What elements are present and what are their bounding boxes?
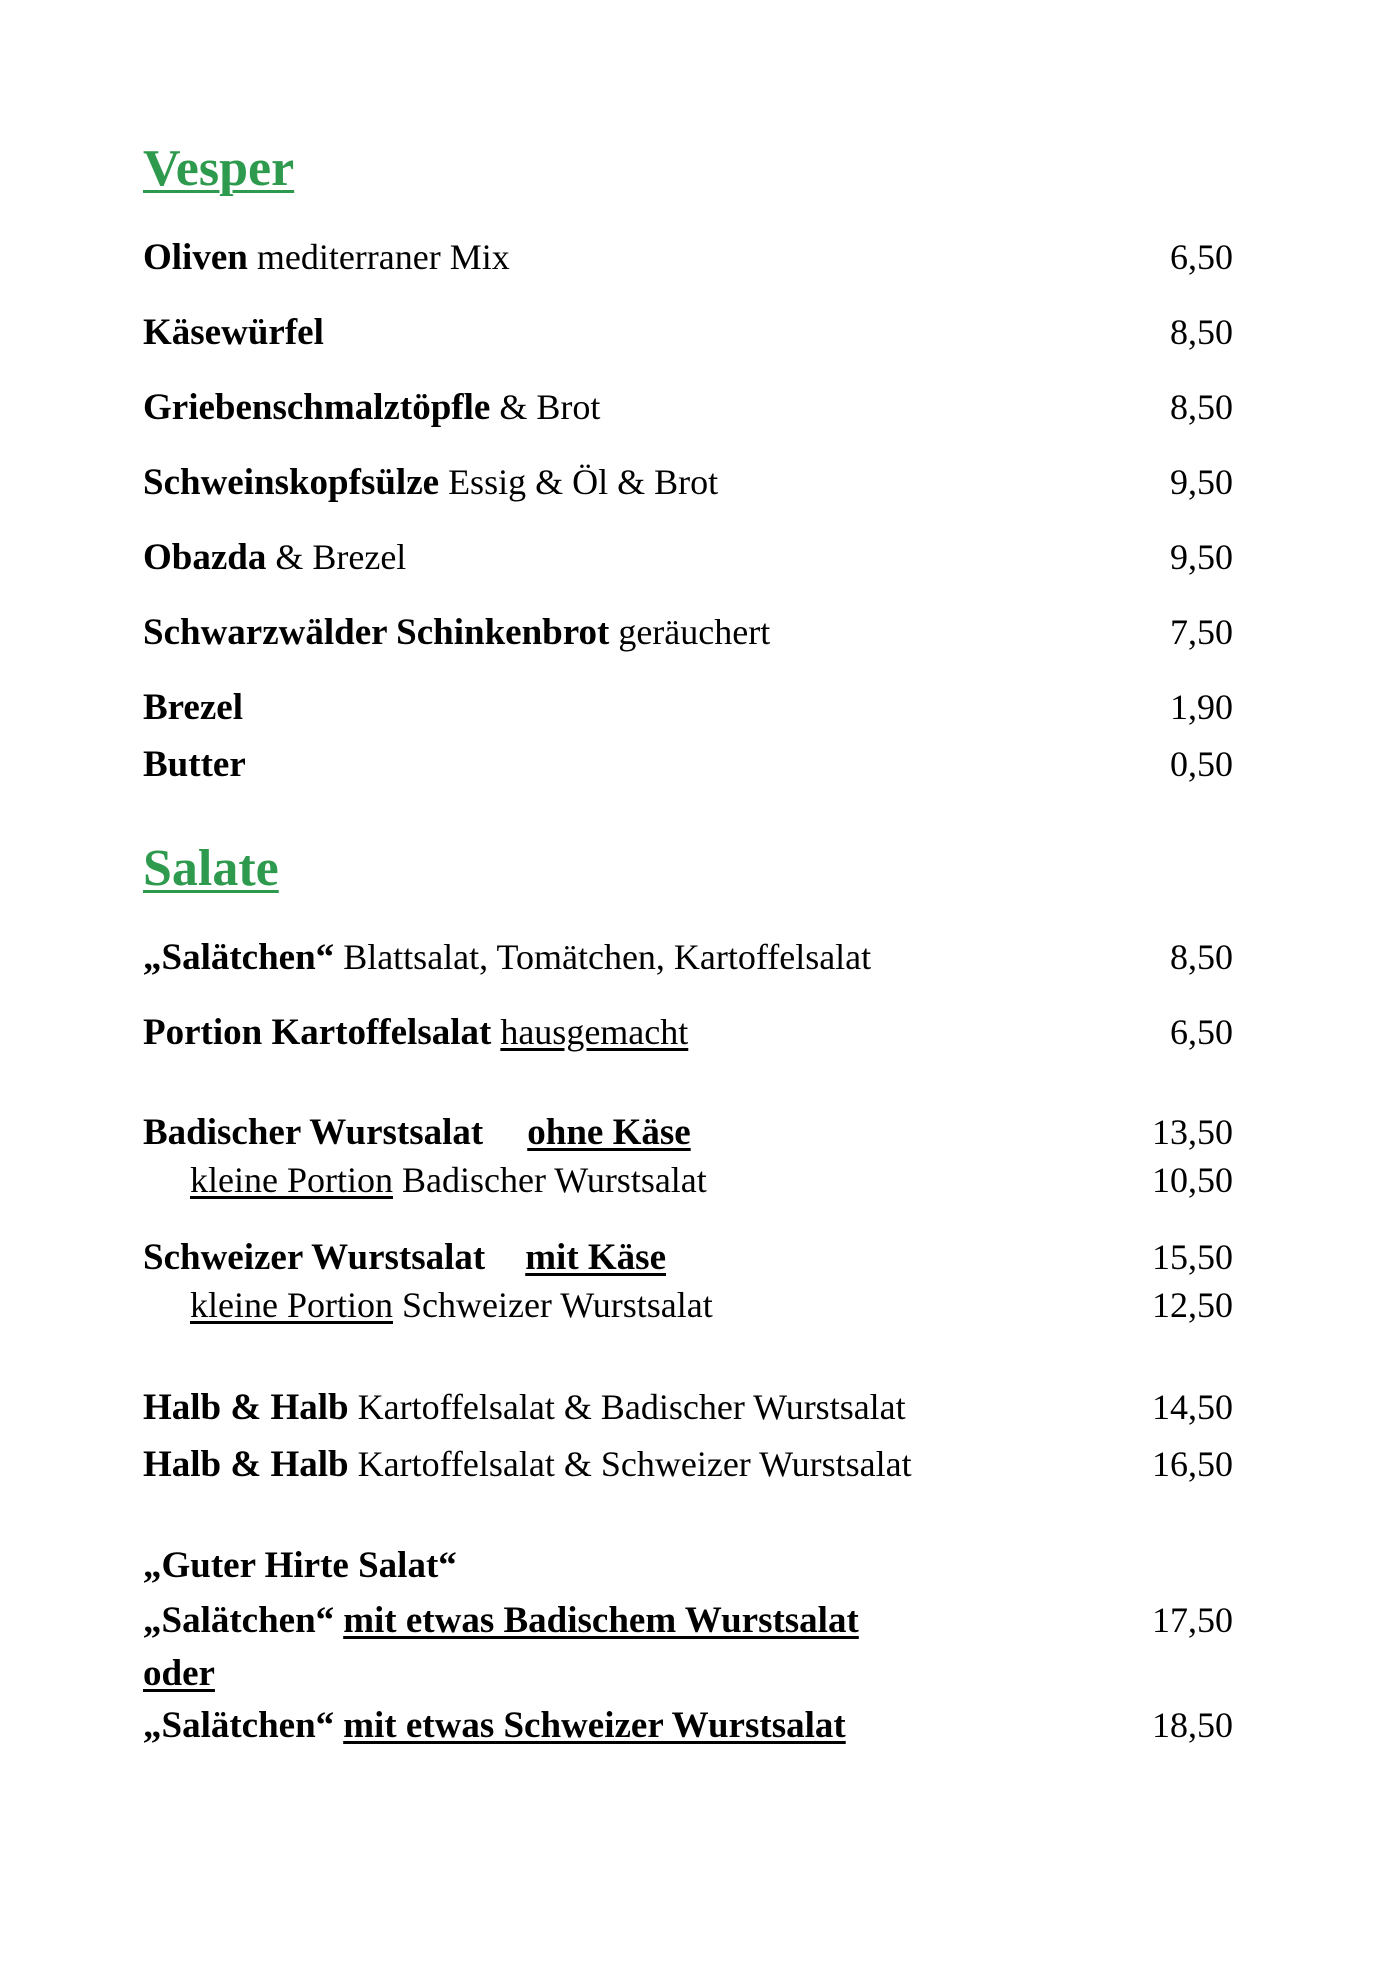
item-desc: Badischer Wurstsalat: [401, 1160, 707, 1200]
menu-item: [143, 1385, 1233, 1429]
item-name: Portion Kartoffelsalat: [143, 1012, 492, 1053]
item-name: Käsewürfel: [143, 312, 324, 353]
section-title-salate: Salate: [143, 840, 279, 897]
item-desc: Schweizer Wurstsalat: [401, 1285, 713, 1325]
menu-item: [143, 935, 1233, 979]
small-portion-label: kleine Portion: [190, 1285, 393, 1325]
item-desc: mit etwas Badischem Wurstsalat: [343, 1600, 859, 1641]
menu-item: [143, 1703, 1233, 1747]
menu-item: [143, 385, 1233, 429]
item-name: Schweinskopfsülze: [143, 462, 440, 503]
item-price: 6,50: [1170, 237, 1233, 277]
or-label: [143, 1651, 1233, 1695]
item-name: „Salätchen“: [143, 1600, 335, 1641]
hirte-title: [143, 1543, 1233, 1587]
item-name: Schweizer Wurstsalat: [143, 1237, 486, 1278]
item-desc: & Brezel: [275, 537, 407, 577]
item-name: Halb & Halb: [143, 1387, 349, 1428]
item-note: mit Käse: [525, 1237, 667, 1278]
menu-item: [143, 1110, 1233, 1154]
menu-item: [143, 310, 1233, 354]
menu-item: [143, 1235, 1233, 1279]
item-name: Butter: [143, 744, 246, 785]
item-desc: mit etwas Schweizer Wurstsalat: [343, 1705, 846, 1746]
item-name: Obazda: [143, 537, 267, 578]
item-name: Brezel: [143, 687, 243, 728]
item-price: 16,50: [1152, 1444, 1233, 1484]
item-name: Oliven: [143, 237, 248, 278]
menu-item: [143, 235, 1233, 279]
or-text: oder: [143, 1653, 215, 1694]
item-price: 6,50: [1170, 1012, 1233, 1052]
item-price: 8,50: [1170, 937, 1233, 977]
item-name: Schwarzwälder Schinkenbrot: [143, 612, 610, 653]
item-desc: hausgemacht: [500, 1012, 689, 1052]
item-price: 9,50: [1170, 462, 1233, 502]
menu-item: [143, 460, 1233, 504]
item-name: Badischer Wurstsalat: [143, 1112, 484, 1153]
item-price: 14,50: [1152, 1387, 1233, 1427]
menu-item: [143, 535, 1233, 579]
item-desc: Blattsalat, Tomätchen, Kartoffelsalat: [343, 937, 872, 977]
item-desc: Essig & Öl & Brot: [448, 462, 719, 502]
menu-item: [143, 742, 1233, 786]
menu-item-small: [143, 1158, 1233, 1202]
item-name: „Salätchen“: [143, 937, 335, 978]
item-price: 9,50: [1170, 537, 1233, 577]
item-name: Halb & Halb: [143, 1444, 349, 1485]
item-price: 15,50: [1152, 1237, 1233, 1277]
item-price: 13,50: [1152, 1112, 1233, 1152]
item-price: 17,50: [1152, 1600, 1233, 1640]
menu-item: [143, 1010, 1233, 1054]
small-portion-label: kleine Portion: [190, 1160, 393, 1200]
item-desc: Kartoffelsalat & Badischer Wurstsalat: [357, 1387, 906, 1427]
item-price: 10,50: [1152, 1160, 1233, 1200]
menu-item: [143, 685, 1233, 729]
menu-item-small: [143, 1283, 1233, 1327]
item-price: 8,50: [1170, 387, 1233, 427]
item-price: 1,90: [1170, 687, 1233, 727]
item-price: 18,50: [1152, 1705, 1233, 1745]
item-price: 0,50: [1170, 744, 1233, 784]
item-desc: Kartoffelsalat & Schweizer Wurstsalat: [357, 1444, 912, 1484]
menu-item: [143, 610, 1233, 654]
item-name: „Salätchen“: [143, 1705, 335, 1746]
menu-item: [143, 1442, 1233, 1486]
item-price: 12,50: [1152, 1285, 1233, 1325]
menu-item: [143, 1598, 1233, 1642]
item-desc: geräuchert: [618, 612, 771, 652]
item-name: „Guter Hirte Salat“: [143, 1545, 457, 1586]
item-name: Griebenschmalztöpfle: [143, 387, 491, 428]
section-title-vesper: Vesper: [143, 140, 295, 197]
item-note: ohne Käse: [527, 1112, 691, 1153]
item-desc: mediterraner Mix: [256, 237, 510, 277]
item-price: 7,50: [1170, 612, 1233, 652]
item-desc: & Brot: [499, 387, 601, 427]
item-price: 8,50: [1170, 312, 1233, 352]
